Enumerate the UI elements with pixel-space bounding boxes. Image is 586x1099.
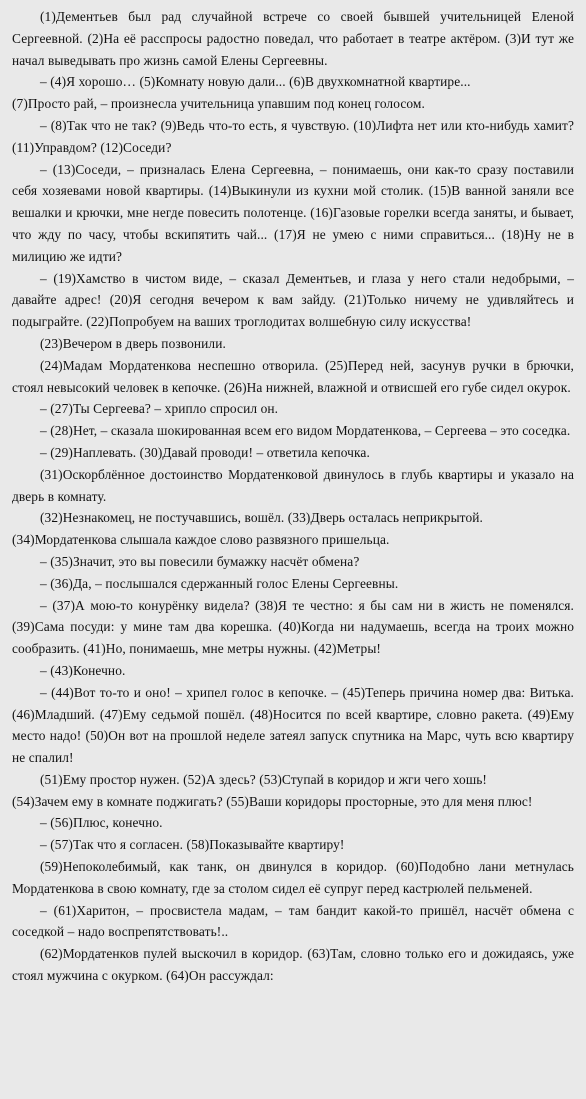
paragraph-14: (34)Мордатенкова слышала каждое слово развязного пришельца. <box>12 532 390 548</box>
paragraph-11: – (29)Наплевать. (30)Давай проводи! – ответила кепочка. <box>40 444 370 460</box>
paragraph-26: (62)Мордатенков пулей выскочил в коридор. (63)Там, словно только его и дожидаясь, уже стоял мужчина с окурком. (64)Он рассуждал: <box>12 946 574 984</box>
paragraph-15: – (35)Значит, это вы повесили бумажку насчёт обмена? <box>40 553 360 569</box>
paragraph-24: (59)Непоколебимый, как танк, он двинулся в коридор. (60)Подобно лани метнулась Мордатенкова в свою комнату, где за столом сидел её супруг перед кастрюлей пельменей. <box>12 859 574 896</box>
paragraph-17: – (37)А мою-то конурёнку видела? (38)Я те честно: я бы сам ни в жисть не поменялся. (39)Сама посуди: у мине там два корешка. (40)Когда ни надумаешь, всегда на троих можно сообразить. (41)Но, понимаешь, мне метры нужны. (42)Метры! <box>12 597 574 657</box>
paragraph-25: – (61)Харитон, – просвистела мадам, – там бандит какой-то пришёл, насчёт обмена с соседкой – надо воспрепятствовать!.. <box>12 902 574 940</box>
paragraph-22: – (56)Плюс, конечно. <box>40 815 163 831</box>
paragraph-2: – (4)Я хорошо… (5)Комнату новую дали... (6)В двухкомнатной квартире... <box>40 74 471 90</box>
paragraph-4: – (8)Так что не так? (9)Ведь что-то есть, я чувствую. (10)Лифта нет или кто-нибудь хамит? (11)Управдом? (12)Соседи? <box>12 117 574 155</box>
paragraph-19: – (44)Вот то-то и оно! – хрипел голос в кепочке. – (45)Теперь причина номер два: Витька. (46)Младший. (47)Ему седьмой пошёл. (48)Носится по всей квартире, словно ракета. (49)Ему место надо! (50)Он вот на прошлой неделе затеял запуск спутника на Марс, чуть всю квартиру не спалил! <box>12 684 574 766</box>
paragraph-1: (1)Дементьев был рад случайной встрече со своей бывшей учительницей Еленой Сергеевной. (2)На её расспросы радостно поведал, что работает в театре актёром. (3)И тут же начал выведывать про жизнь самой Елены Сергеевны. <box>12 9 574 68</box>
paragraph-23: – (57)Так что я согласен. (58)Показывайте квартиру! <box>40 837 345 853</box>
paragraph-9: – (27)Ты Сергеева? – хрипло спросил он. <box>40 401 279 417</box>
paragraph-16: – (36)Да, – послышался сдержанный голос Елены Сергеевны. <box>40 575 399 591</box>
paragraph-8: (24)Мадам Мордатенкова неспешно отворила. (25)Перед ней, засунув ручки в брючки, стоял невысокий человек в кепочке. (26)На нижней, влажной и отвисшей его губе сидел окурок. <box>12 357 574 395</box>
paragraph-3: (7)Просто рай, – произнесла учительница упавшим под конец голосом. <box>12 96 425 112</box>
paragraph-12: (31)Оскорблённое достоинство Мордатенковой двинулось в глубь квартиры и указало на дверь в комнату. <box>12 466 574 504</box>
paragraph-20: (51)Ему простор нужен. (52)А здесь? (53)Ступай в коридор и жги чего хошь! <box>40 771 487 787</box>
paragraph-13: (32)Незнакомец, не постучавшись, вошёл. (33)Дверь осталась неприкрытой. <box>40 510 483 526</box>
paragraph-21: (54)Зачем ему в комнате поджигать? (55)Ваши коридоры просторные, это для меня плюс! <box>12 793 533 809</box>
paragraph-18: – (43)Конечно. <box>40 662 126 678</box>
paragraph-7: (23)Вечером в дверь позвонили. <box>40 335 226 351</box>
paragraph-6: – (19)Хамство в чистом виде, – сказал Дементьев, и глаза у него стали недобрыми, – давайте адрес! (20)Я сегодня вечером к вам зайду. (21)Только ничему не удивляйтесь и подыграйте. (22)Попробуем на ваших троглодитах волшебную силу искусства! <box>12 270 574 330</box>
paragraph-10: – (28)Нет, – сказала шокированная всем его видом Мордатенкова, – Сергеева – это соседка. <box>40 423 571 439</box>
paragraph-5: – (13)Соседи, – призналась Елена Сергеевна, – понимаешь, они как-то сразу поставили себя хозяевами новой квартиры. (14)Выкинули из кухни мой столик. (15)В ванной заняли все вешалки и крючки, мне негде повесить полотенце. (16)Газовые горелки всегда заняты, и бывает, что жду по часу, чтобы вскипятить чай... (17)Я не умею с ними справиться... (18)Ну не в милицию же идти? <box>12 161 574 264</box>
